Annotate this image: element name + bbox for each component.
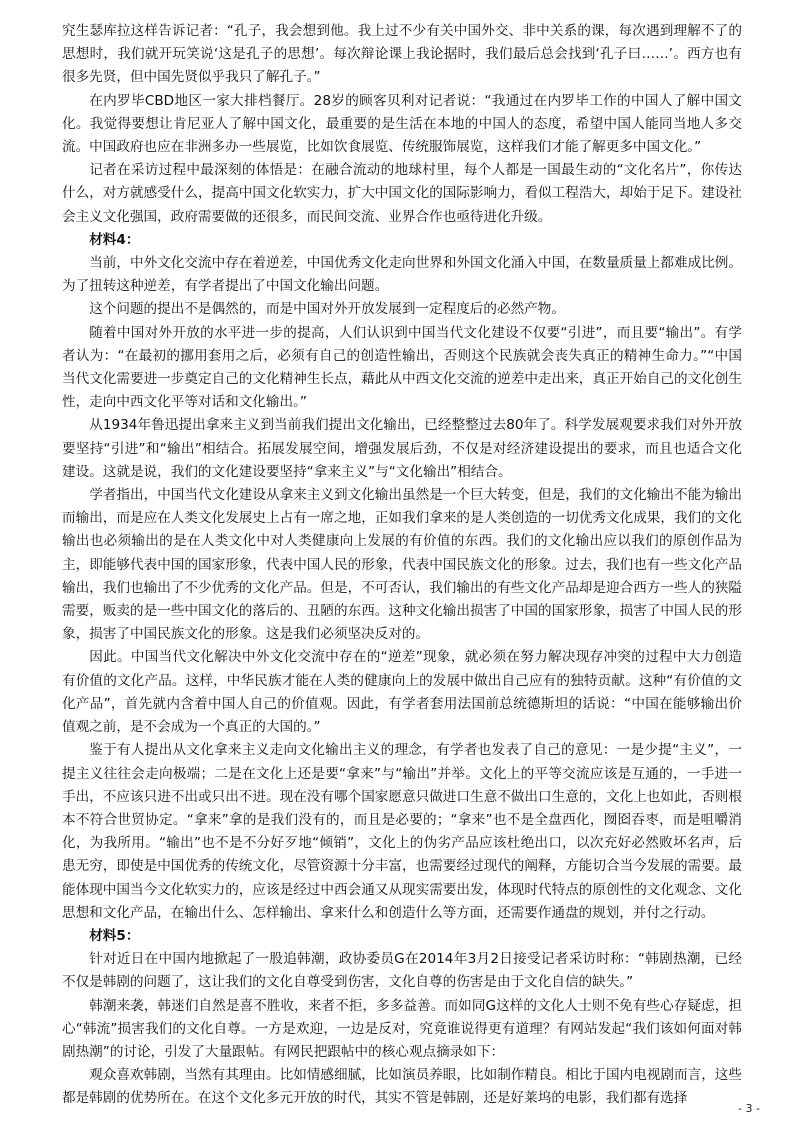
paragraph: 学者指出，中国当代文化建设从拿来主义到文化输出虽然是一个巨大转变，但是，我们的文化输出不能为输出而输出，而是应在人类文化发展史上占有一席之地，正如我们拿来的是人类创造的一切优秀文化成果，我们的文化输出也必须输出的是在人类文化中对人类健康向上发展的有价值的东西。我们的文化输出应以我们的原创作品为主，即能够代表中国的国家形象，代表中国人民的形象，代表中国民族文化的形象。过去，我们也有一些文化产品输出，我们也输出了不少优秀的文化产品。但是，不可否认，我们输出的有些文化产品却是迎合西方一些人的狭隘需要，贩卖的是一些中国文化的落后的、丑陋的东西。这种文化输出损害了中国的国家形象，损害了中国人民的形象，损害了中国民族文化的形象。这是我们必须坚决反对的。	[62, 487, 742, 643]
paragraph: 因此。中国当代文化解决中外文化交流中存在的“逆差”现象，就必须在努力解决现存冲突的过程中大力创造有价值的文化产品。这样，中华民族才能在人类的健康向上的发展中做出自己应有的独特贡献。这种“有价值的文化产品”，首先就内含着中国人自己的价值观。因此，有学者套用法国前总统德斯坦的话说：“中国在能够输出价值观之前，是不会成为一个真正的大国的。”	[62, 649, 742, 736]
document-page	[62, 20, 742, 1111]
page-number: - 3 -	[738, 1102, 760, 1115]
paragraph: 这个问题的提出不是偶然的，而是中国对外开放发展到一定程度后的必然产物。	[89, 301, 565, 318]
paragraph: 观众喜欢韩剧，当然有其理由。比如情感细腻，比如演员养眼，比如制作精良。相比于国内电视剧而言，这些都是韩剧的优势所在。在这个文化多元开放的时代，其实不管是韩剧，还是好莱坞的电影，我们都有选择	[62, 1067, 742, 1107]
paragraph: 针对近日在中国内地掀起了一股追韩潮，政协委员G在2014年3月2日接受记者采访时称：“韩剧热潮，已经不仅是韩剧的问题了，这让我们的文化自尊受到伤害，文化自尊的伤害是由于文化自信的缺失。”	[62, 951, 742, 991]
paragraph: 在内罗毕CBD地区一家大排档餐厅。28岁的顾客贝利对记者说：“我通过在内罗毕工作的中国人了解中国文化。我觉得要想让肯尼亚人了解中国文化，最重要的是生活在本地的中国人的态度，希望中国人能同当地人多交流。中国政府也应在非洲多办一些展览，比如饮食展览、传统服饰展览，这样我们才能了解更多中国文化。”	[62, 92, 742, 156]
paragraph: 韩潮来袭，韩迷们自然是喜不胜收，来者不拒，多多益善。而如同G这样的文化人士则不免有些心存疑虑，担心“韩流”损害我们的文化自尊。一方是欢迎，一边是反对，究竟谁说得更有道理？有网站发起“我们该如何面对韩剧热潮”的讨论，引发了大量跟帖。有网民把跟帖中的核心观点摘录如下：	[62, 997, 742, 1060]
paragraph: 鉴于有人提出从文化拿来主义走向文化输出主义的理念，有学者也发表了自己的意见：一是少提“主义”，一提主义往往会走向极端；二是在文化上还是要“拿来”与“输出”并举。文化上的平等交流应该是互通的，一手进一手出，不应该只进不出或只出不进。现在没有哪个国家愿意只做进口生意不做出口生意的，文化上也如此，否则根本不符合世贸协定。“拿来”拿的是我们没有的，而且是必要的；“拿来”也不是全盘西化，囫囵吞枣，而是咀嚼消化，为我所用。“输出”也不是不分好歹地“倾销”，文化上的伪劣产品应该杜绝出口，以次充好必然败坏名声，后患无穷，即使是中国优秀的传统文化，尽管资源十分丰富，也需要经过现代的阐释，方能切合当今发展的需要。最能体现中国当今文化软实力的，应该是经过中西会通又从现实需要出发，体现时代特点的原创性的文化观念、文化思想和文化产品，在输出什么、怎样输出、拿来什么和创造什么等方面，还需要作通盘的规划，并付之行动。	[62, 742, 742, 921]
paragraph: 究生瑟库拉这样告诉记者：“孔子，我会想到他。我上过不少有关中国外交、非中关系的课，每次遇到理解不了的思想时，我们就开玩笑说‘这是孔子的思想’。每次辩论课上我论据时，我们最后总会找到‘孔子曰……’。西方也有很多先贤，但中国先贤似乎我只了解孔子。”	[62, 23, 742, 86]
paragraph: 从1934年鲁迅提出拿来主义到当前我们提出文化输出，已经整整过去80年了。科学发展观要求我们对外开放要坚持“引进”和“输出”相结合。拓展发展空间，增强发展后劲，不仅是对经济建设提出的要求，而且也适合文化建设。这就是说，我们的文化建设要坚持“拿来主义”与“文化输出”相结合。	[62, 417, 742, 480]
paragraph: 当前，中外文化交流中存在着逆差，中国优秀文化走向世界和外国文化涌入中国，在数量质量上都难成比例。为了扭转这种逆差，有学者提出了中国文化输出问题。	[62, 255, 742, 295]
section-heading: 材料4：	[89, 231, 140, 248]
paragraph: 记者在采访过程中最深刻的体悟是：在融合流动的地球村里，每个人都是一国最生动的“文化名片”，你传达什么，对方就感受什么，提高中国文化软实力，扩大中国文化的国际影响力，看似工程浩大，却始于足下。建设社会主义文化强国，政府需要做的还很多，而民间交流、业界合作也亟待进化升级。	[62, 162, 742, 225]
paragraph: 随着中国对外开放的水平进一步的提高，人们认识到中国当代文化建设不仅要“引进”，而且要“输出”。有学者认为：“在最初的挪用套用之后，必须有自己的创造性输出，否则这个民族就会丧失真正的精神生命力。”“中国当代文化需要进一步奠定自己的文化精神生长点，藉此从中西文化交流的逆差中走出来，真正开始自己的文化创生性，走向中西文化平等对话和文化输出。”	[62, 324, 742, 411]
section-heading: 材料5：	[89, 927, 140, 944]
